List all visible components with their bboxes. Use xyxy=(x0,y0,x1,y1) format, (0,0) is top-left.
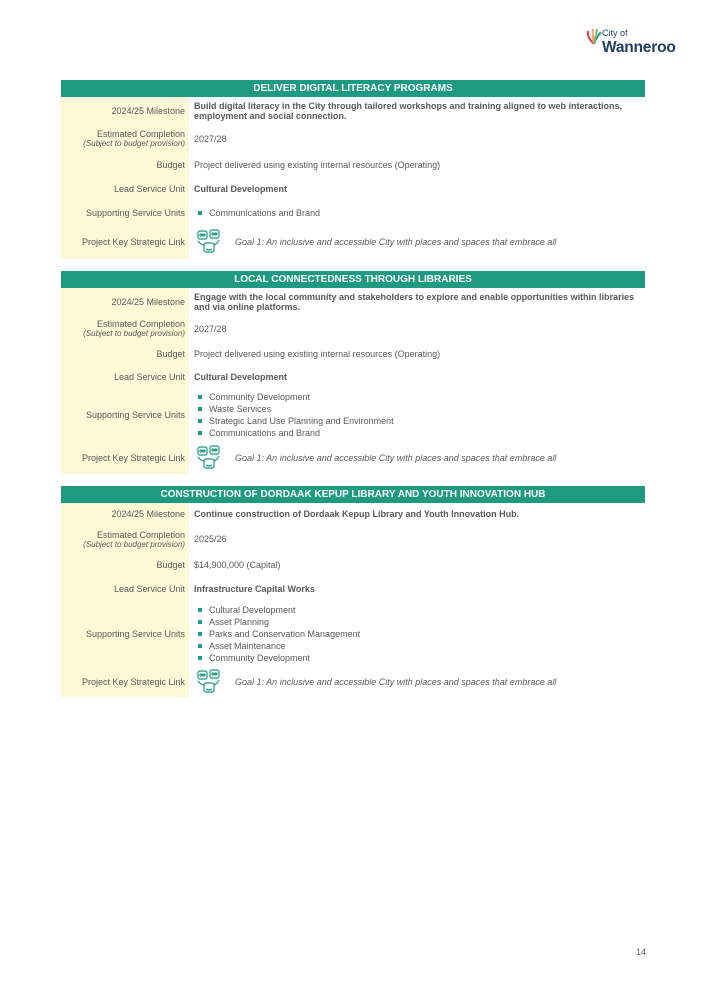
goal-1-community-icon xyxy=(196,445,222,471)
completion-label-sub: (Subject to budget provision) xyxy=(83,139,185,148)
logo-mark-icon xyxy=(584,26,604,48)
completion-label xyxy=(61,525,189,553)
supporting-row xyxy=(61,601,645,667)
milestone-value: Build digital literacy in the City through tailored workshops and training aligned to web interactions, employment and social connection. xyxy=(194,100,623,121)
supporting-item: Asset Maintenance xyxy=(194,640,645,652)
strategic-label: Project Key Strategic Link xyxy=(61,442,189,474)
strategic-row xyxy=(61,225,645,259)
milestone-label: 2024/25 Milestone xyxy=(61,503,189,525)
lead-row xyxy=(61,577,645,601)
budget-value: Project delivered using existing internal resources (Operating) xyxy=(194,160,441,170)
budget-value: Project delivered using existing internal resources (Operating) xyxy=(194,349,441,359)
lead-row xyxy=(61,177,645,201)
section-title: LOCAL CONNECTEDNESS THROUGH LIBRARIES xyxy=(61,271,645,288)
milestone-value: Engage with the local community and stakeholders to explore and enable opportunities within libraries and via online platforms. xyxy=(194,291,635,312)
completion-value: 2025/26 xyxy=(194,534,227,544)
page-number: 14 xyxy=(636,947,647,957)
supporting-label: Supporting Service Units xyxy=(61,601,189,667)
strategic-goal-text: Goal 1: An inclusive and accessible City with places and spaces that embrace all xyxy=(235,237,557,247)
supporting-item: Parks and Conservation Management xyxy=(194,628,645,640)
logo-city-text: City of xyxy=(602,28,628,38)
lead-label: Lead Service Unit xyxy=(61,177,189,201)
supporting-item: Communications and Brand xyxy=(194,427,645,439)
strategic-value xyxy=(189,442,645,474)
supporting-value xyxy=(189,201,645,225)
budget-row xyxy=(61,342,645,366)
lead-label: Lead Service Unit xyxy=(61,366,189,388)
supporting-item: Cultural Development xyxy=(194,604,645,616)
supporting-item: Waste Services xyxy=(194,403,645,415)
milestone-value: Continue construction of Dordaak Kepup Library and Youth Innovation Hub. xyxy=(194,509,520,519)
supporting-value xyxy=(189,601,645,667)
strategic-goal-text: Goal 1: An inclusive and accessible City with places and spaces that embrace all xyxy=(235,677,557,687)
strategic-value xyxy=(189,667,645,697)
lead-value: Cultural Development xyxy=(194,372,288,382)
supporting-item: Asset Planning xyxy=(194,616,645,628)
strategic-label: Project Key Strategic Link xyxy=(61,667,189,697)
supporting-item: Community Development xyxy=(194,391,645,403)
supporting-label: Supporting Service Units xyxy=(61,201,189,225)
supporting-item: Communications and Brand xyxy=(194,207,645,219)
goal-1-community-icon xyxy=(196,229,222,255)
milestone-label: 2024/25 Milestone xyxy=(61,97,189,124)
goal-1-community-icon xyxy=(196,669,222,695)
completion-value: 2027/28 xyxy=(194,133,227,144)
budget-row xyxy=(61,153,645,177)
completion-label xyxy=(61,124,189,153)
completion-row xyxy=(61,124,645,153)
completion-label-sub: (Subject to budget provision) xyxy=(83,539,185,549)
project-section xyxy=(61,80,645,259)
completion-label-main: Estimated Completion xyxy=(96,319,185,329)
completion-label-sub: (Subject to budget provision) xyxy=(83,329,185,338)
supporting-label: Supporting Service Units xyxy=(61,388,189,442)
lead-value: Cultural Development xyxy=(194,184,288,194)
section-title: DELIVER DIGITAL LITERACY PROGRAMS xyxy=(61,80,645,97)
strategic-value xyxy=(189,225,645,259)
milestone-row xyxy=(61,288,645,315)
completion-row xyxy=(61,525,645,553)
budget-label: Budget xyxy=(61,153,189,177)
lead-row xyxy=(61,366,645,388)
strategic-goal-text: Goal 1: An inclusive and accessible City with places and spaces that embrace all xyxy=(235,453,557,463)
milestone-label: 2024/25 Milestone xyxy=(61,288,189,315)
logo-name-text: Wanneroo xyxy=(602,39,676,56)
project-section xyxy=(61,271,645,474)
budget-row xyxy=(61,553,645,577)
completion-label xyxy=(61,315,189,342)
budget-value: $14,900,000 (Capital) xyxy=(194,560,281,570)
section-title: CONSTRUCTION OF DORDAAK KEPUP LIBRARY AND YOUTH INNOVATION HUB xyxy=(61,486,645,503)
budget-label: Budget xyxy=(61,342,189,366)
supporting-item: Strategic Land Use Planning and Environment xyxy=(194,415,645,427)
supporting-row xyxy=(61,201,645,225)
strategic-label: Project Key Strategic Link xyxy=(61,225,189,259)
completion-label-main: Estimated Completion xyxy=(96,529,185,540)
strategic-row xyxy=(61,667,645,697)
milestone-row xyxy=(61,503,645,525)
supporting-item: Community Development xyxy=(194,652,645,664)
completion-row xyxy=(61,315,645,342)
supporting-value xyxy=(189,388,645,442)
city-logo xyxy=(584,26,674,66)
lead-label: Lead Service Unit xyxy=(61,577,189,601)
completion-value: 2027/28 xyxy=(194,323,227,334)
lead-value: Infrastructure Capital Works xyxy=(194,584,315,594)
milestone-row xyxy=(61,97,645,124)
project-section xyxy=(61,486,645,697)
supporting-row xyxy=(61,388,645,442)
budget-label: Budget xyxy=(61,553,189,577)
completion-label-main: Estimated Completion xyxy=(96,129,185,139)
strategic-row xyxy=(61,442,645,474)
